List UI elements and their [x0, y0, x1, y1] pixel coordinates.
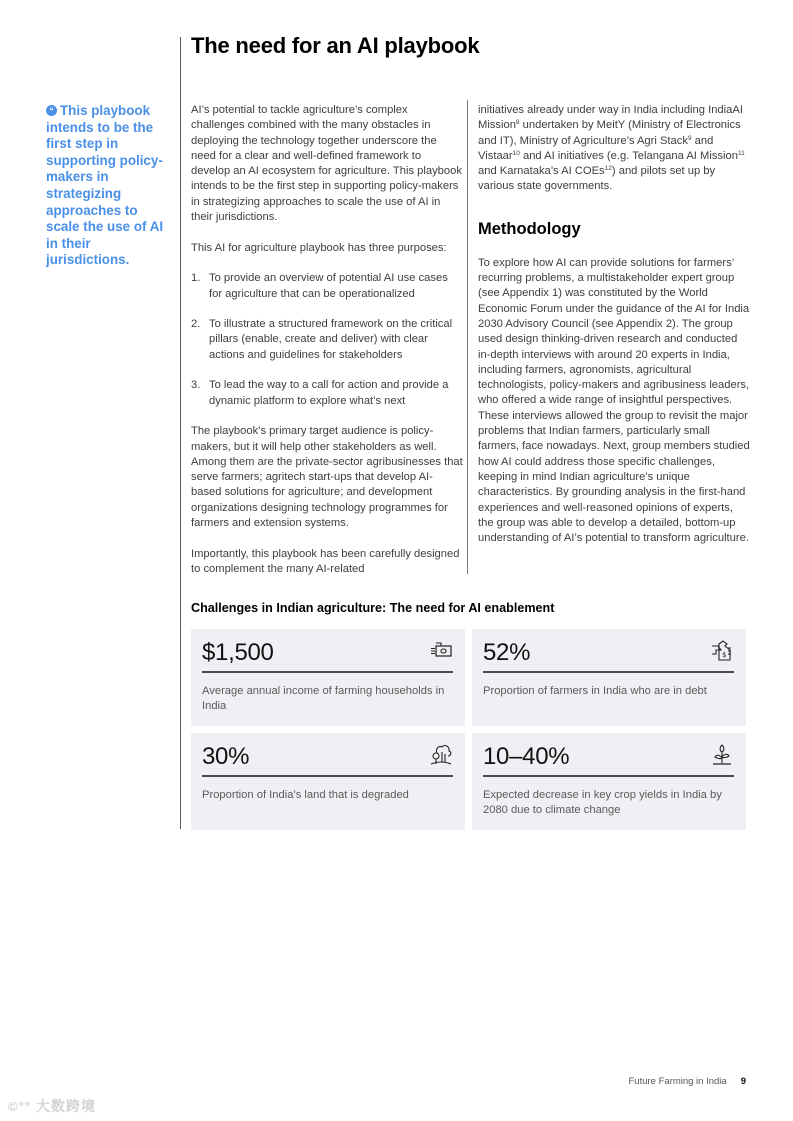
intro-paragraph: AI’s potential to tackle agriculture’s complex challenges combined with the many obstacles in deploying the technology together underscore the need for a clear and well-defined framework to develop an AI ecosystem for agriculture. This playbook intends to be the first step in supporting policy-makers in strategizing approaches to scale the use of AI in their jurisdictions.	[191, 104, 462, 224]
sprout-icon	[710, 743, 734, 767]
quote-icon: “	[46, 105, 57, 116]
list-item	[191, 317, 463, 363]
footnote-ref[interactable]: 10	[512, 149, 520, 157]
stat-divider	[483, 775, 734, 777]
stat-description: Average annual income of farming households in India	[202, 685, 445, 713]
footnote-ref[interactable]: 12	[604, 165, 612, 173]
right-text-column	[478, 103, 750, 562]
page-title: The need for an AI playbook	[191, 33, 480, 58]
stat-description: Proportion of farmers in India who are in debt	[483, 685, 707, 697]
text-run: and Karnataka’s AI COEs	[478, 165, 605, 178]
list-text: To provide an overview of potential AI use cases for agriculture that can be operationalized	[209, 272, 448, 300]
stat-divider	[202, 671, 453, 673]
methodology-heading: Methodology	[478, 219, 581, 238]
stat-description: Proportion of India’s land that is degraded	[202, 789, 409, 801]
pullquote	[46, 103, 166, 269]
page-number: 9	[740, 1076, 746, 1087]
text-run: initiatives already under way in India including IndiaAI Mission	[478, 104, 743, 132]
stat-card-income	[191, 629, 465, 726]
stat-value: 52%	[483, 639, 531, 666]
stat-value: 30%	[202, 743, 250, 770]
text-run: ) and pilots set up by various state governments.	[478, 165, 716, 193]
list-item	[191, 271, 463, 302]
list-item	[191, 378, 463, 409]
footnote-ref[interactable]: 9	[687, 134, 692, 142]
methodology-paragraph: To explore how AI can provide solutions for farmers’ recurring problems, a multistakeholder expert group (see Appendix 1) was constituted by the World Economic Forum under the guidance of the AI for India 2030 Advisory Council (see Appendix 2). The group used design thinking-driven research and conducted in-depth interviews with around 20 experts in India, including farmers, agronomists, agricultural technologists, policy-makers and agribusiness leaders, who offered a wide range of insightful perspectives. These interviews allowed the group to revisit the major problems that Indian farmers, particularly small farmers, face nowadays. Next, group members studied how AI could address those specific challenges, keeping in mind Indian agriculture’s unique characteristics. By grounding analysis in the first-hand experiences and well-reasoned opinions of experts, the group was able to develop a detailed, bottom-up understanding of AI’s potential to transform agriculture.	[478, 256, 750, 545]
text-run: and Vistaar	[478, 134, 714, 162]
list-number: 3.	[191, 379, 201, 392]
stat-value: $1,500	[202, 639, 274, 666]
stat-divider	[202, 775, 453, 777]
main-vertical-rule	[180, 37, 181, 829]
text-run: undertaken by MeitY (Ministry of Electronics and IT), Ministry of Agriculture’s Agri Stack	[478, 119, 741, 147]
degraded-land-icon	[429, 743, 453, 767]
page-footer	[628, 1076, 746, 1087]
audience-paragraph: The playbook’s primary target audience is policy-makers, but it will help other stakeholders as well. Among them are the private-sector agribusinesses that serve farmers; agritech start-ups that develop AI-based solutions for agriculture; and development organizations designing technology programmes for farmers and extension systems.	[191, 425, 463, 530]
list-text: To lead the way to a call for action and provide a dynamic platform to explore what’s next	[209, 379, 449, 407]
list-number: 2.	[191, 318, 201, 331]
stat-divider	[483, 671, 734, 673]
stats-section-title: Challenges in Indian agriculture: The need for AI enablement	[191, 601, 555, 615]
text-run: and AI initiatives (e.g. Telangana AI Mission	[519, 149, 738, 162]
watermark-text: 大数跨境	[35, 1098, 96, 1114]
column-divider	[467, 100, 468, 574]
stat-card-land	[191, 733, 465, 830]
publication-title: Future Farming in India	[628, 1076, 727, 1087]
left-text-column	[191, 103, 463, 593]
footnote-ref[interactable]: 8	[515, 119, 520, 127]
money-icon	[429, 639, 453, 663]
purposes-intro: This AI for agriculture playbook has three purposes:	[191, 241, 447, 254]
initiatives-paragraph	[478, 103, 750, 195]
watermark	[8, 1096, 96, 1116]
footnote-ref[interactable]: 11	[737, 149, 745, 157]
money-bag-hand-icon	[710, 639, 734, 663]
complement-paragraph: Importantly, this playbook has been carefully designed to complement the many AI-related	[191, 547, 460, 575]
stat-card-yields	[472, 733, 746, 830]
purposes-list	[191, 271, 463, 409]
stat-card-debt	[472, 629, 746, 726]
stat-value: 10–40%	[483, 743, 570, 770]
pullquote-text: This playbook intends to be the first step in supporting policy-makers in strategizing approaches to scale the use of AI in their jurisdictions.	[46, 103, 164, 268]
stat-description: Expected decrease in key crop yields in India by 2080 due to climate change	[483, 789, 722, 817]
svg-text:$: $	[722, 651, 727, 659]
list-text: To illustrate a structured framework on the critical pillars (enable, create and deliver) with clear actions and guidelines for stakeholders	[209, 318, 453, 361]
watermark-logo-icon: ©°°	[8, 1099, 31, 1114]
list-number: 1.	[191, 272, 201, 285]
